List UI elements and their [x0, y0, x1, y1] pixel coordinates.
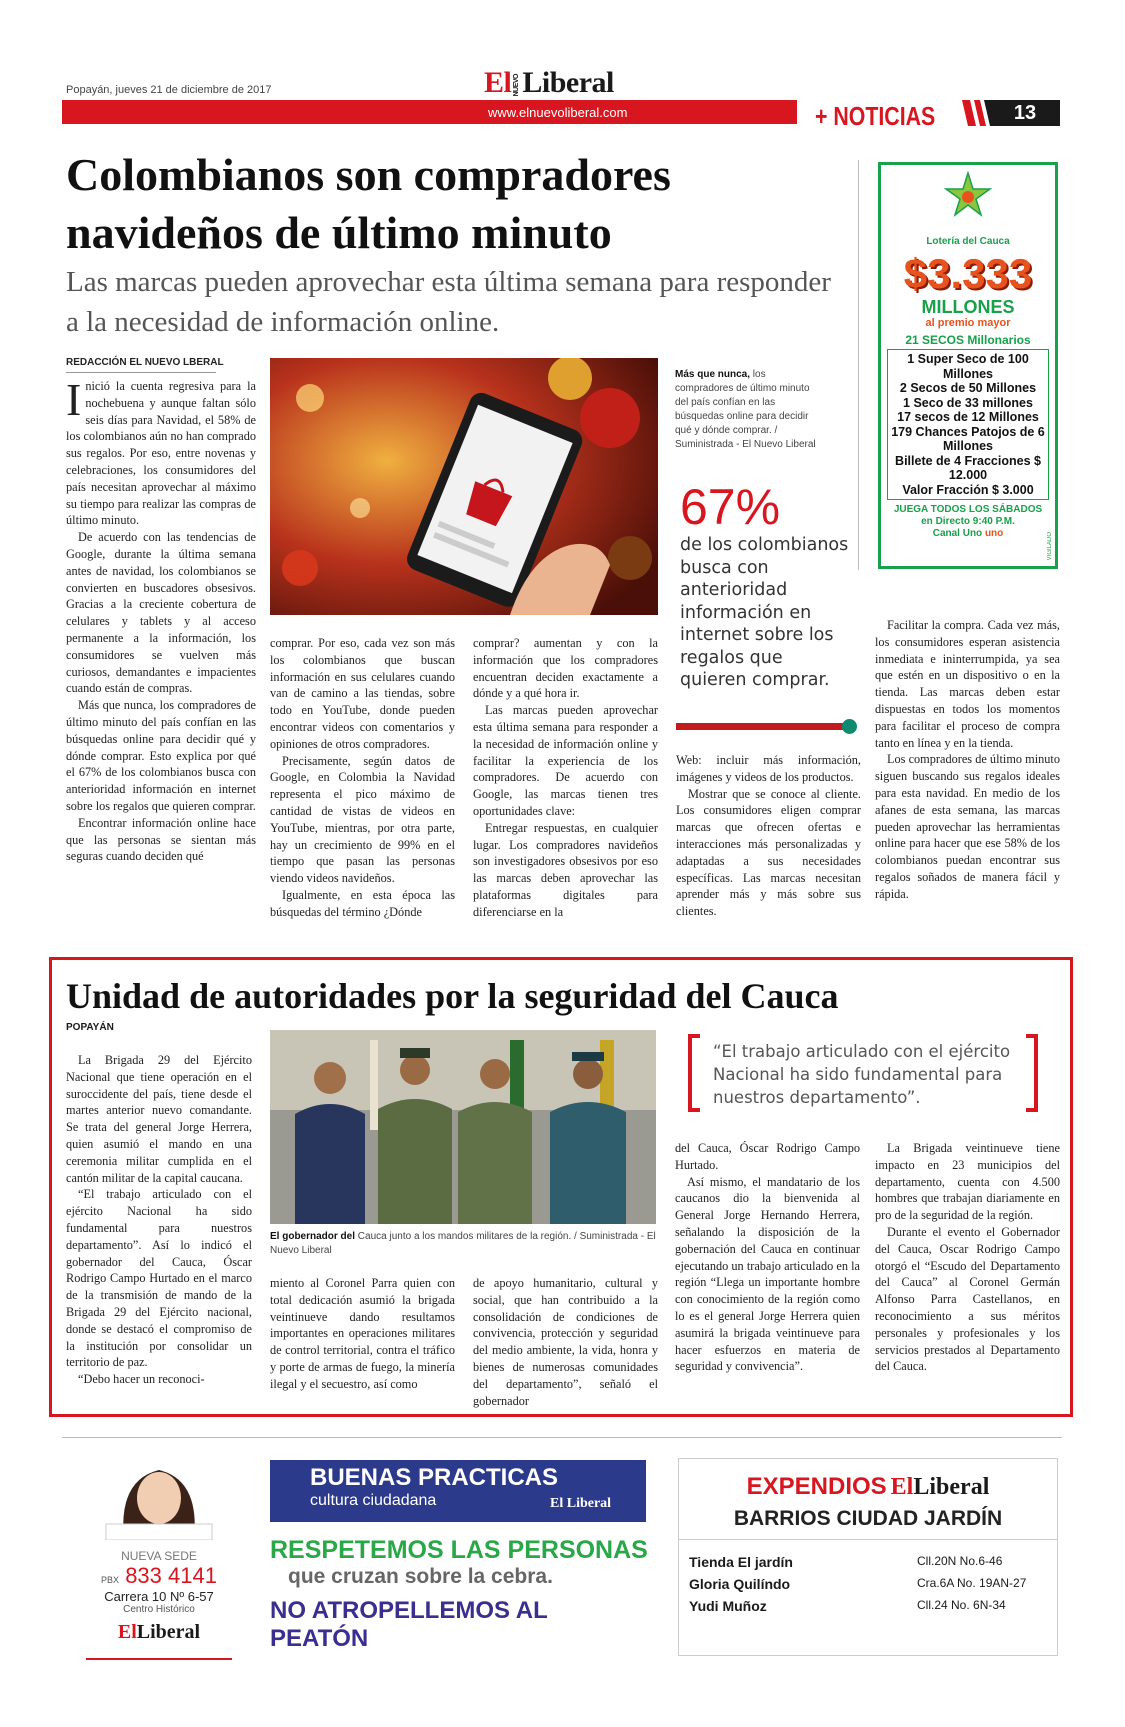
second-column-5: [875, 1140, 1060, 1410]
stat-text: de los colombianos busca con anterioridad información en internet sobre los regalos que quieren comprar.: [680, 535, 849, 690]
sede-logo: [86, 1621, 232, 1644]
expendio-address: Cra.6A No. 19AN-27: [917, 1576, 1027, 1590]
buenas-practicas-ad[interactable]: [270, 1460, 650, 1650]
paragraph: Mostrar que se conoce al cliente. Los consumidores eligen comprar marcas que ofrecen ofertas e interacciones más personalizadas y adaptadas a sus necesidades específicas. Las marcas necesitan aprender más y más sobre sus clientes.: [676, 786, 861, 919]
paragraph: comprar? aumentan y con la información que los compradores encuentran deciden exactamente a dónde y a qué hora ir.: [473, 636, 658, 701]
expendio-name: Gloria Quilíndo: [689, 1576, 791, 1592]
paragraph: Facilitar la compra. Cada vez más, los consumidores esperan asistencia inmediata e ininterrumpida, ya sea que estén en un dispositivo o en la tienda. Las marcas deben estar dispuestas en todos los momentos para facilitar el proceso de compra tanto en línea y en la tienda.: [875, 618, 1060, 750]
second-column-4: [675, 1140, 860, 1410]
lottery-premio: al premio mayor: [925, 317, 1011, 329]
lottery-ad[interactable]: [878, 162, 1058, 569]
section-label: + NOTICIAS: [815, 101, 936, 131]
paragraph: Durante el evento el Gobernador del Cauca, Oscar Rodrigo Campo otorgó el “Escudo del Departamento del Cauca” al Coronel Germán Alfonso Parra Castellanos, en reconocimiento a sus méritos personales y profesionales y los servicios prestados al Departamento del Cauca.: [875, 1224, 1060, 1374]
caption-text: los compradores de último minuto del país confían en las búsquedas online para decidir qué y dónde comprar. / Suministrada - El Nuevo Liberal: [675, 369, 816, 450]
expendio-address: Cll.20N No.6-46: [917, 1554, 1003, 1568]
tablet-shopping-photo: [270, 358, 658, 615]
paragraph: Así mismo, el mandatario de los caucanos dio la bienvenida al General Jorge Hernando Herrera, señalando la disposición de la gobernación del Cauca en continuar ejecutando un trabajo articulado en la región “Llega un importante hombre con conocimiento de la región como lo es el general Jorge Herrera quien asumirá la brigada veintinueve para hacer esfuerzos en materia de seguridad y convivencia”.: [675, 1174, 860, 1374]
expendios-title-row: [679, 1459, 1057, 1501]
paragraph: Los compradores de último minuto siguen buscando sus regalos ideales para esta navidad. En medio de los afanes de esta semana, las marcas pueden aprovechar las herramientas online para hacer que ese 58% de los colombianos puedan encontrar sus regalos soñados de manera fácil y rápida.: [875, 752, 1060, 901]
paragraph: Precisamente, según datos de Google, en Colombia la Navidad representa el pico máximo de cantidad de vistas de videos en YouTube, mientras, por otra parte, hay un crecimiento de 99% en el tiempo que pasan las personas viendo videos navideños.: [270, 753, 455, 886]
second-column-2: [270, 1275, 455, 1410]
military-officials-photo: [270, 1030, 656, 1224]
logo-liberal: Liberal: [913, 1474, 990, 1500]
second-column-1: [66, 1052, 252, 1407]
lottery-prize: 17 secos de 12 Millones: [897, 410, 1039, 424]
paragraph: Entregar respuestas, en cualquier lugar. Los compradores navideños son investigadores obsesivos por eso las marcas deben aprovechar las plataformas digitales para diferenciarse en la: [473, 820, 658, 919]
byline-rule: [66, 372, 216, 373]
lottery-amount: $3.333: [903, 250, 1033, 297]
caption-lead: El gobernador del: [270, 1231, 356, 1242]
paragraph: Las marcas pueden aprovechar esta última semana para responder a la necesidad de información online y facilitar la experiencia de los compradores. De acuerdo con Google, las marcas tienen tres oportunidades clave:: [473, 703, 658, 818]
lottery-schedule: [881, 504, 1055, 540]
site-url-link[interactable]: www.elnuevoliberal.com: [488, 105, 628, 120]
paragraph: La Brigada 29 del Ejército Nacional que tiene operación en el suroccidente del país, tiene desde el martes anterior nuevo comandante. Se trata del general Jorge Herrera, quien asumió el mando en una ceremonia militar cumplida en el cantón militar de la capital caucana.: [66, 1053, 252, 1185]
paragraph: nició la cuenta regresiva para la nochebuena y aunque faltan sólo seis días para Navidad, el 58% de los colombianos aún no han comprado sus regalos. Por eso, entre novenas y celebraciones, los consumidores del país necesitan aprovechar al máximo su tiempo para realizar las compras de último minuto.: [66, 379, 256, 528]
expendios-list: [679, 1540, 1057, 1614]
expendio-name: Tienda El jardín: [689, 1554, 793, 1570]
expendios-ad[interactable]: [678, 1458, 1058, 1656]
sede-label: NUEVA SEDE: [121, 1549, 197, 1563]
article-column-2: [270, 635, 455, 940]
logo-liberal: Liberal: [522, 66, 614, 99]
expendio-address: Cll.24 No. 6N-34: [917, 1598, 1006, 1612]
second-photo-caption: [270, 1230, 656, 1258]
lottery-prize: 179 Chances Patojos de 6 Millones: [891, 424, 1045, 453]
paragraph: De acuerdo con las tendencias de Google, durante la última semana antes de navidad, los colombianos se convierten en buscadores obsesivos. Gracias a la creciente cobertura de celulares y tablets y al acceso permanente a la información, los consumidores se vuelven más curiosos, demandantes e impacientes cuando están de compras.: [66, 530, 256, 696]
logo-el: El: [890, 1474, 914, 1500]
paragraph: Igualmente, en esta época las búsquedas del término ¿Dónde: [270, 887, 455, 919]
pbx-label: PBX: [101, 1575, 120, 1585]
stat-value: 67%: [680, 479, 781, 535]
paragraph: comprar. Por eso, cada vez son más los colombianos que buscan información en sus celulares cuando van de camino a las tiendas, sobre todo en YouTube, donde pueden encontrar videos con comentarios y opiniones de otros compradores.: [270, 636, 455, 751]
lottery-star-logo-icon: [938, 171, 998, 231]
article-column-1: [66, 374, 256, 938]
buenas-practicas-banner: [270, 1460, 646, 1522]
list-item: [689, 1554, 1047, 1570]
byline: REDACCIÓN EL NUEVO LBERAL: [66, 357, 224, 368]
lottery-schedule-time: en Directo 9:40 P.M.: [921, 516, 1015, 527]
second-headline: Unidad de autoridades por la seguridad del Cauca: [66, 976, 839, 1016]
lottery-channel: Canal Uno: [932, 528, 983, 539]
pull-quote: “El trabajo articulado con el ejército Nacional ha sido fundamental para nuestros departamento”.: [713, 1042, 1011, 1107]
lottery-prize: Billete de 4 Fracciones $ 12.000: [895, 453, 1041, 482]
article-column-3: [473, 635, 658, 940]
buenas-line2: que cruzan sobre la cebra.: [288, 1565, 553, 1588]
logo-nuevo: NUEVO: [513, 73, 521, 97]
sede-address: Carrera 10 Nº 6-57: [104, 1589, 214, 1604]
header-red-bar: [62, 100, 797, 124]
expendios-subtitle: BARRIOS CIUDAD JARDÍN: [679, 1507, 1057, 1540]
lottery-secos: 21 SECOS Millonarios: [905, 333, 1031, 347]
paragraph: del Cauca, Óscar Rodrigo Campo Hurtado.: [675, 1141, 860, 1172]
buenas-title: BUENAS PRACTICAS: [310, 1464, 559, 1491]
article-column-5: [875, 617, 1060, 942]
expendios-title: EXPENDIOS: [746, 1473, 887, 1500]
masthead-logo[interactable]: [484, 66, 614, 100]
channel-uno-logo: uno: [984, 528, 1004, 539]
logo-el: El: [484, 66, 512, 99]
lottery-schedule-line: JUEGA TODOS LOS SÁBADOS: [893, 504, 1043, 515]
logo-liberal: Liberal: [136, 1621, 201, 1643]
expendio-name: Yudi Muñoz: [689, 1598, 767, 1614]
buenas-line1: RESPETEMOS LAS PERSONAS: [270, 1536, 648, 1564]
buenas-line3: NO ATROPELLEMOS AL PEATÓN: [270, 1597, 548, 1652]
nueva-sede-ad[interactable]: [86, 1450, 232, 1660]
paragraph: Web: incluir más información, imágenes y videos de los productos.: [676, 753, 861, 784]
woman-portrait-icon: [86, 1450, 232, 1540]
main-subhead: Las marcas pueden aprovechar esta última semana para responder a la necesidad de información online.: [66, 266, 831, 338]
lottery-prize: Valor Fracción $ 3.000: [902, 482, 1034, 497]
paragraph: “El trabajo articulado con el ejército Nacional ha sido fundamental para nuestros departamento”. Así lo indicó el gobernador del Cauca, Óscar Rodrigo Campo Hurtado en el marco de la transmisión de mando de la Brigada 29 del Ejército nacional, donde se destacó el compromiso de la institución por consolidar un territorio de paz.: [66, 1187, 252, 1370]
list-item: [689, 1576, 1047, 1592]
lottery-prize: 1 Seco de 33 millones: [903, 395, 1033, 410]
article-column-4: [676, 752, 861, 942]
lottery-prize: 2 Secos de 50 Millones: [899, 381, 1037, 395]
lottery-name: Lotería del Cauca: [926, 236, 1010, 247]
paragraph: de apoyo humanitario, cultural y social, que han contribuido a la consolidación de condiciones de convivencia, protección y seguridad del medio ambiente, la vida, honra y bienes de numerosas comunidades del departamento”, señaló el gobernador: [473, 1276, 658, 1408]
buenas-subtitle: cultura ciudadana: [310, 1492, 437, 1509]
dropcap: I: [66, 374, 82, 425]
caption-text: Cauca junto a los mandos militares de la región. / Suministrada - El Nuevo Liberal: [270, 1231, 656, 1256]
edition-date: Popayán, jueves 21 de diciembre de 2017: [66, 84, 272, 96]
lottery-millones: MILLONES: [921, 297, 1015, 317]
lottery-prize: 1 Super Seco de 100 Millones: [907, 352, 1029, 381]
caption-lead: Más que nunca,: [675, 369, 751, 380]
second-column-3: [473, 1275, 658, 1410]
paragraph: La Brigada veintinueve tiene impacto en 23 municipios del departamento, cuenta con 4.500 hombres que trabajan diariamente en pro de la seguridad de la región.: [875, 1141, 1060, 1223]
paragraph: Más que nunca, los compradores de último minuto del país confían en las búsquedas online para decidir qué y dónde comprar. Esto explica por qué el 67% de los colombianos busca con anterioridad información en internet sobre los regalos que quieren comprar.: [66, 698, 256, 813]
main-headline: Colombianos son compradores navideños de último minuto: [66, 149, 671, 258]
photo-caption: [675, 368, 825, 452]
stat-rule: [676, 723, 844, 730]
section-stripes-icon: [962, 100, 990, 126]
sede-phone-line[interactable]: [86, 1563, 232, 1589]
sede-phone: 833 4141: [125, 1563, 217, 1588]
vigilado-label: VIGILADO: [1047, 531, 1053, 560]
page-number: 13: [990, 100, 1060, 126]
dateline: POPAYÁN: [66, 1022, 114, 1033]
logo-el: El: [117, 1621, 137, 1643]
paragraph: miento al Coronel Parra quien con total dedicación asumió la brigada veintinueve dando resultamos importantes en operaciones militares de control territorial, contra el tráfico y porte de armas de fuego, la minería ilegal y el secuestro, así como: [270, 1276, 455, 1391]
list-item: [689, 1598, 1047, 1614]
stat-dot-icon: [842, 719, 857, 734]
paragraph: Encontrar información online hace que las personas se sientan más seguras cuando deciden qué: [66, 815, 256, 864]
column-divider: [858, 160, 859, 570]
buenas-logo: El Liberal: [550, 1496, 612, 1511]
lottery-prize-list: [887, 349, 1049, 500]
bottom-divider: [62, 1437, 1062, 1438]
sede-area: Centro Histórico: [123, 1604, 195, 1615]
paragraph: “Debo hacer un reconoci-: [78, 1372, 205, 1387]
